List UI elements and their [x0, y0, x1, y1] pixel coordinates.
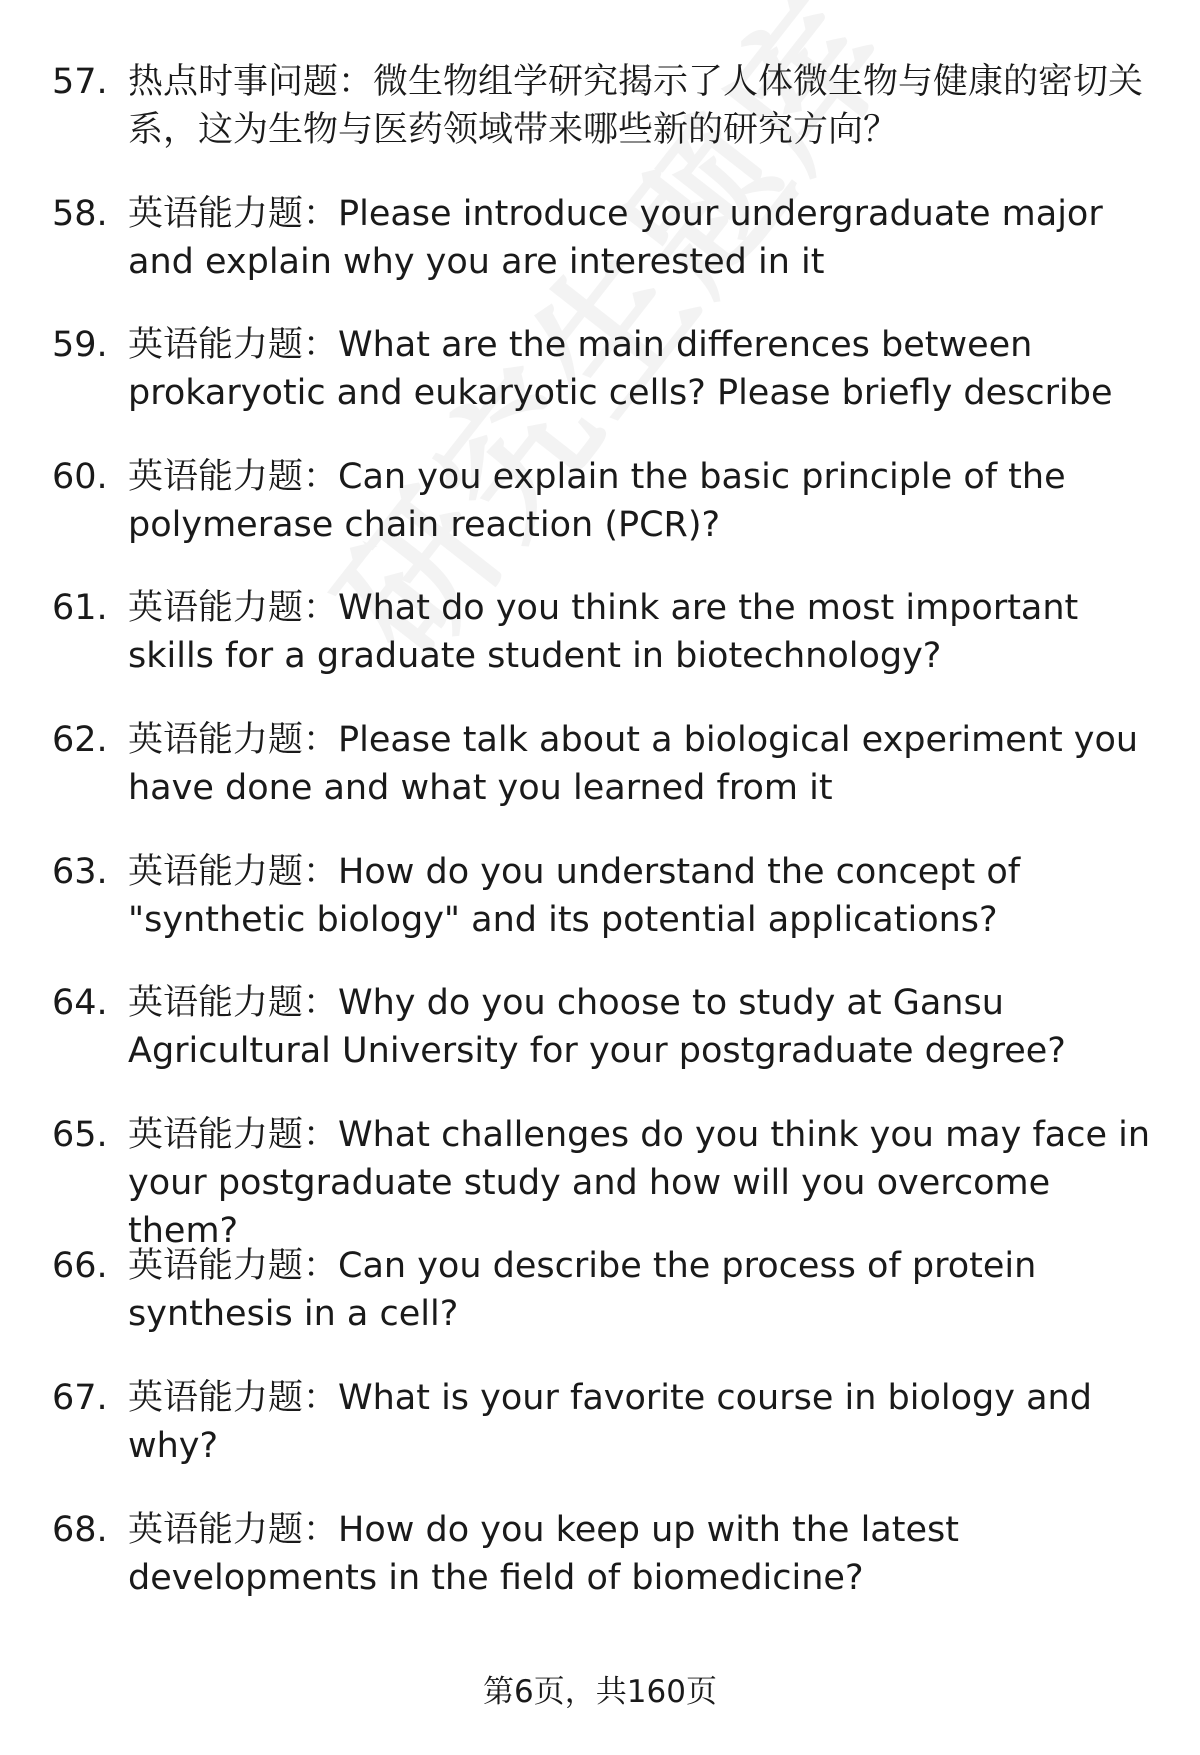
- question-text: 英语能力题：Can you describe the process of protein synthesis in a cell?: [128, 1246, 1037, 1335]
- question-item: [52, 453, 1162, 585]
- question-item: [52, 1374, 1162, 1506]
- page-footer: [0, 1672, 1200, 1712]
- question-number: 64.: [52, 983, 108, 1024]
- question-item: [52, 1506, 1162, 1638]
- question-number: 60.: [52, 456, 108, 497]
- question-item: [52, 1242, 1162, 1374]
- question-item: [52, 979, 1162, 1111]
- question-number: 62.: [52, 719, 108, 760]
- question-text: 英语能力题：What challenges do you think you may face in your postgraduate study and how will you overcome them?: [128, 1114, 1151, 1251]
- question-number: 65.: [52, 1114, 108, 1155]
- question-text: 英语能力题：Can you explain the basic principle of the polymerase chain reaction (PCR)?: [128, 456, 1066, 545]
- question-number: 57.: [52, 62, 108, 102]
- question-item: [52, 1111, 1162, 1251]
- question-number: 58.: [52, 193, 108, 234]
- question-item: [52, 848, 1162, 980]
- question-number: 66.: [52, 1246, 108, 1287]
- question-item: [52, 58, 1162, 190]
- question-text: 英语能力题：What do you think are the most important skills for a graduate student in biotechnology?: [128, 588, 1079, 677]
- question-number: 67.: [52, 1377, 108, 1418]
- question-text: 热点时事问题：微生物组学研究揭示了人体微生物与健康的密切关系，这为生物与医药领域带来哪些新的研究方向？: [128, 62, 1144, 150]
- question-list: [52, 58, 1162, 1637]
- question-text: 英语能力题：Why do you choose to study at Gansu Agricultural University for your postgraduate degree?: [128, 983, 1066, 1072]
- question-number: 63.: [52, 851, 108, 892]
- question-item: [52, 584, 1162, 716]
- question-text: 英语能力题：Please talk about a biological experiment you have done and what you learned from it: [128, 719, 1139, 808]
- page-number-label: 第6页，共160页: [483, 1674, 717, 1710]
- question-item: [52, 716, 1162, 848]
- question-item: [52, 321, 1162, 453]
- question-number: 68.: [52, 1509, 108, 1550]
- question-text: 英语能力题：How do you keep up with the latest developments in the field of biomedicine?: [128, 1509, 959, 1598]
- question-text: 英语能力题：What is your favorite course in biology and why?: [128, 1377, 1092, 1466]
- question-item: [52, 190, 1162, 322]
- question-number: 59.: [52, 325, 108, 366]
- question-text: 英语能力题：What are the main differences between prokaryotic and eukaryotic cells? Please briefly describe: [128, 325, 1113, 414]
- question-text: 英语能力题：Please introduce your undergraduate major and explain why you are interested in it: [128, 193, 1103, 282]
- question-text: 英语能力题：How do you understand the concept of "synthetic biology" and its potential applications?: [128, 851, 1021, 940]
- question-number: 61.: [52, 588, 108, 629]
